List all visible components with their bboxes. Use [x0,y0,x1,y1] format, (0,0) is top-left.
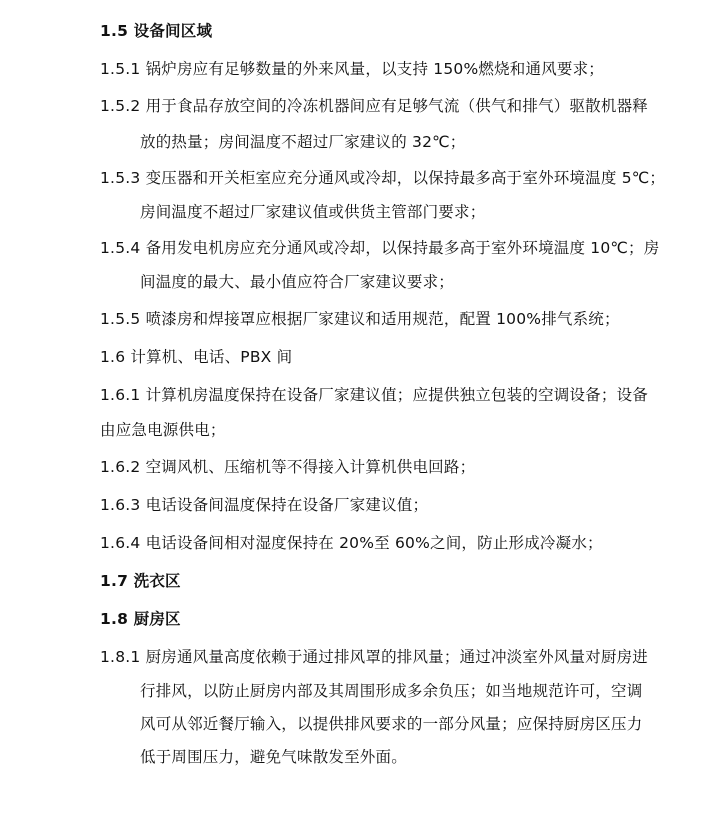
paragraph-1-8-1: 1.8.1 厨房通风量高度依赖于通过排风罩的排风量；通过冲淡室外风量对厨房进 [100,648,648,666]
paragraph-1-5-5: 1.5.5 喷漆房和焊接罩应根据厂家建议和适用规范，配置 100%排气系统； [100,310,620,328]
paragraph-1-8-1-cont-2: 风可从邻近餐厅输入，以提供排风要求的一部分风量；应保持厨房区压力 [140,715,643,733]
section-heading-1-7: 1.7 洗衣区 [100,572,181,590]
paragraph-1-5-3: 1.5.3 变压器和开关柜室应充分通风或冷却，以保持最多高于室外环境温度 5℃； [100,169,666,187]
paragraph-1-8-1-cont-1: 行排风，以防止厨房内部及其周围形成多余负压；如当地规范许可，空调 [140,682,643,700]
paragraph-1-5-1: 1.5.1 锅炉房应有足够数量的外来风量，以支持 150%燃烧和通风要求； [100,60,605,78]
paragraph-1-5-2: 1.5.2 用于食品存放空间的冷冻机器间应有足够气流（供气和排气）驱散机器释 [100,97,648,115]
paragraph-1-6-1-cont: 由应急电源供电； [100,421,226,439]
paragraph-1-6-3: 1.6.3 电话设备间温度保持在设备厂家建议值； [100,496,429,514]
paragraph-1-5-2-cont: 放的热量；房间温度不超过厂家建议的 32℃； [140,133,466,151]
paragraph-1-5-4-cont: 间温度的最大、最小值应符合厂家建议要求； [140,273,455,291]
paragraph-1-5-3-cont: 房间温度不超过厂家建议值或供货主管部门要求； [140,203,486,221]
paragraph-1-5-4: 1.5.4 备用发电机房应充分通风或冷却，以保持最多高于室外环境温度 10℃；房 [100,239,660,257]
paragraph-1-8-1-cont-3: 低于周围压力，避免气味散发至外面。 [140,748,407,766]
section-heading-1-5: 1.5 设备间区域 [100,22,213,40]
paragraph-1-6-1: 1.6.1 计算机房温度保持在设备厂家建议值；应提供独立包装的空调设备；设备 [100,386,648,404]
paragraph-1-6-2: 1.6.2 空调风机、压缩机等不得接入计算机供电回路； [100,458,476,476]
section-heading-1-6: 1.6 计算机、电话、PBX 间 [100,348,293,366]
paragraph-1-6-4: 1.6.4 电话设备间相对湿度保持在 20%至 60%之间，防止形成冷凝水； [100,534,603,552]
section-heading-1-8: 1.8 厨房区 [100,610,181,628]
